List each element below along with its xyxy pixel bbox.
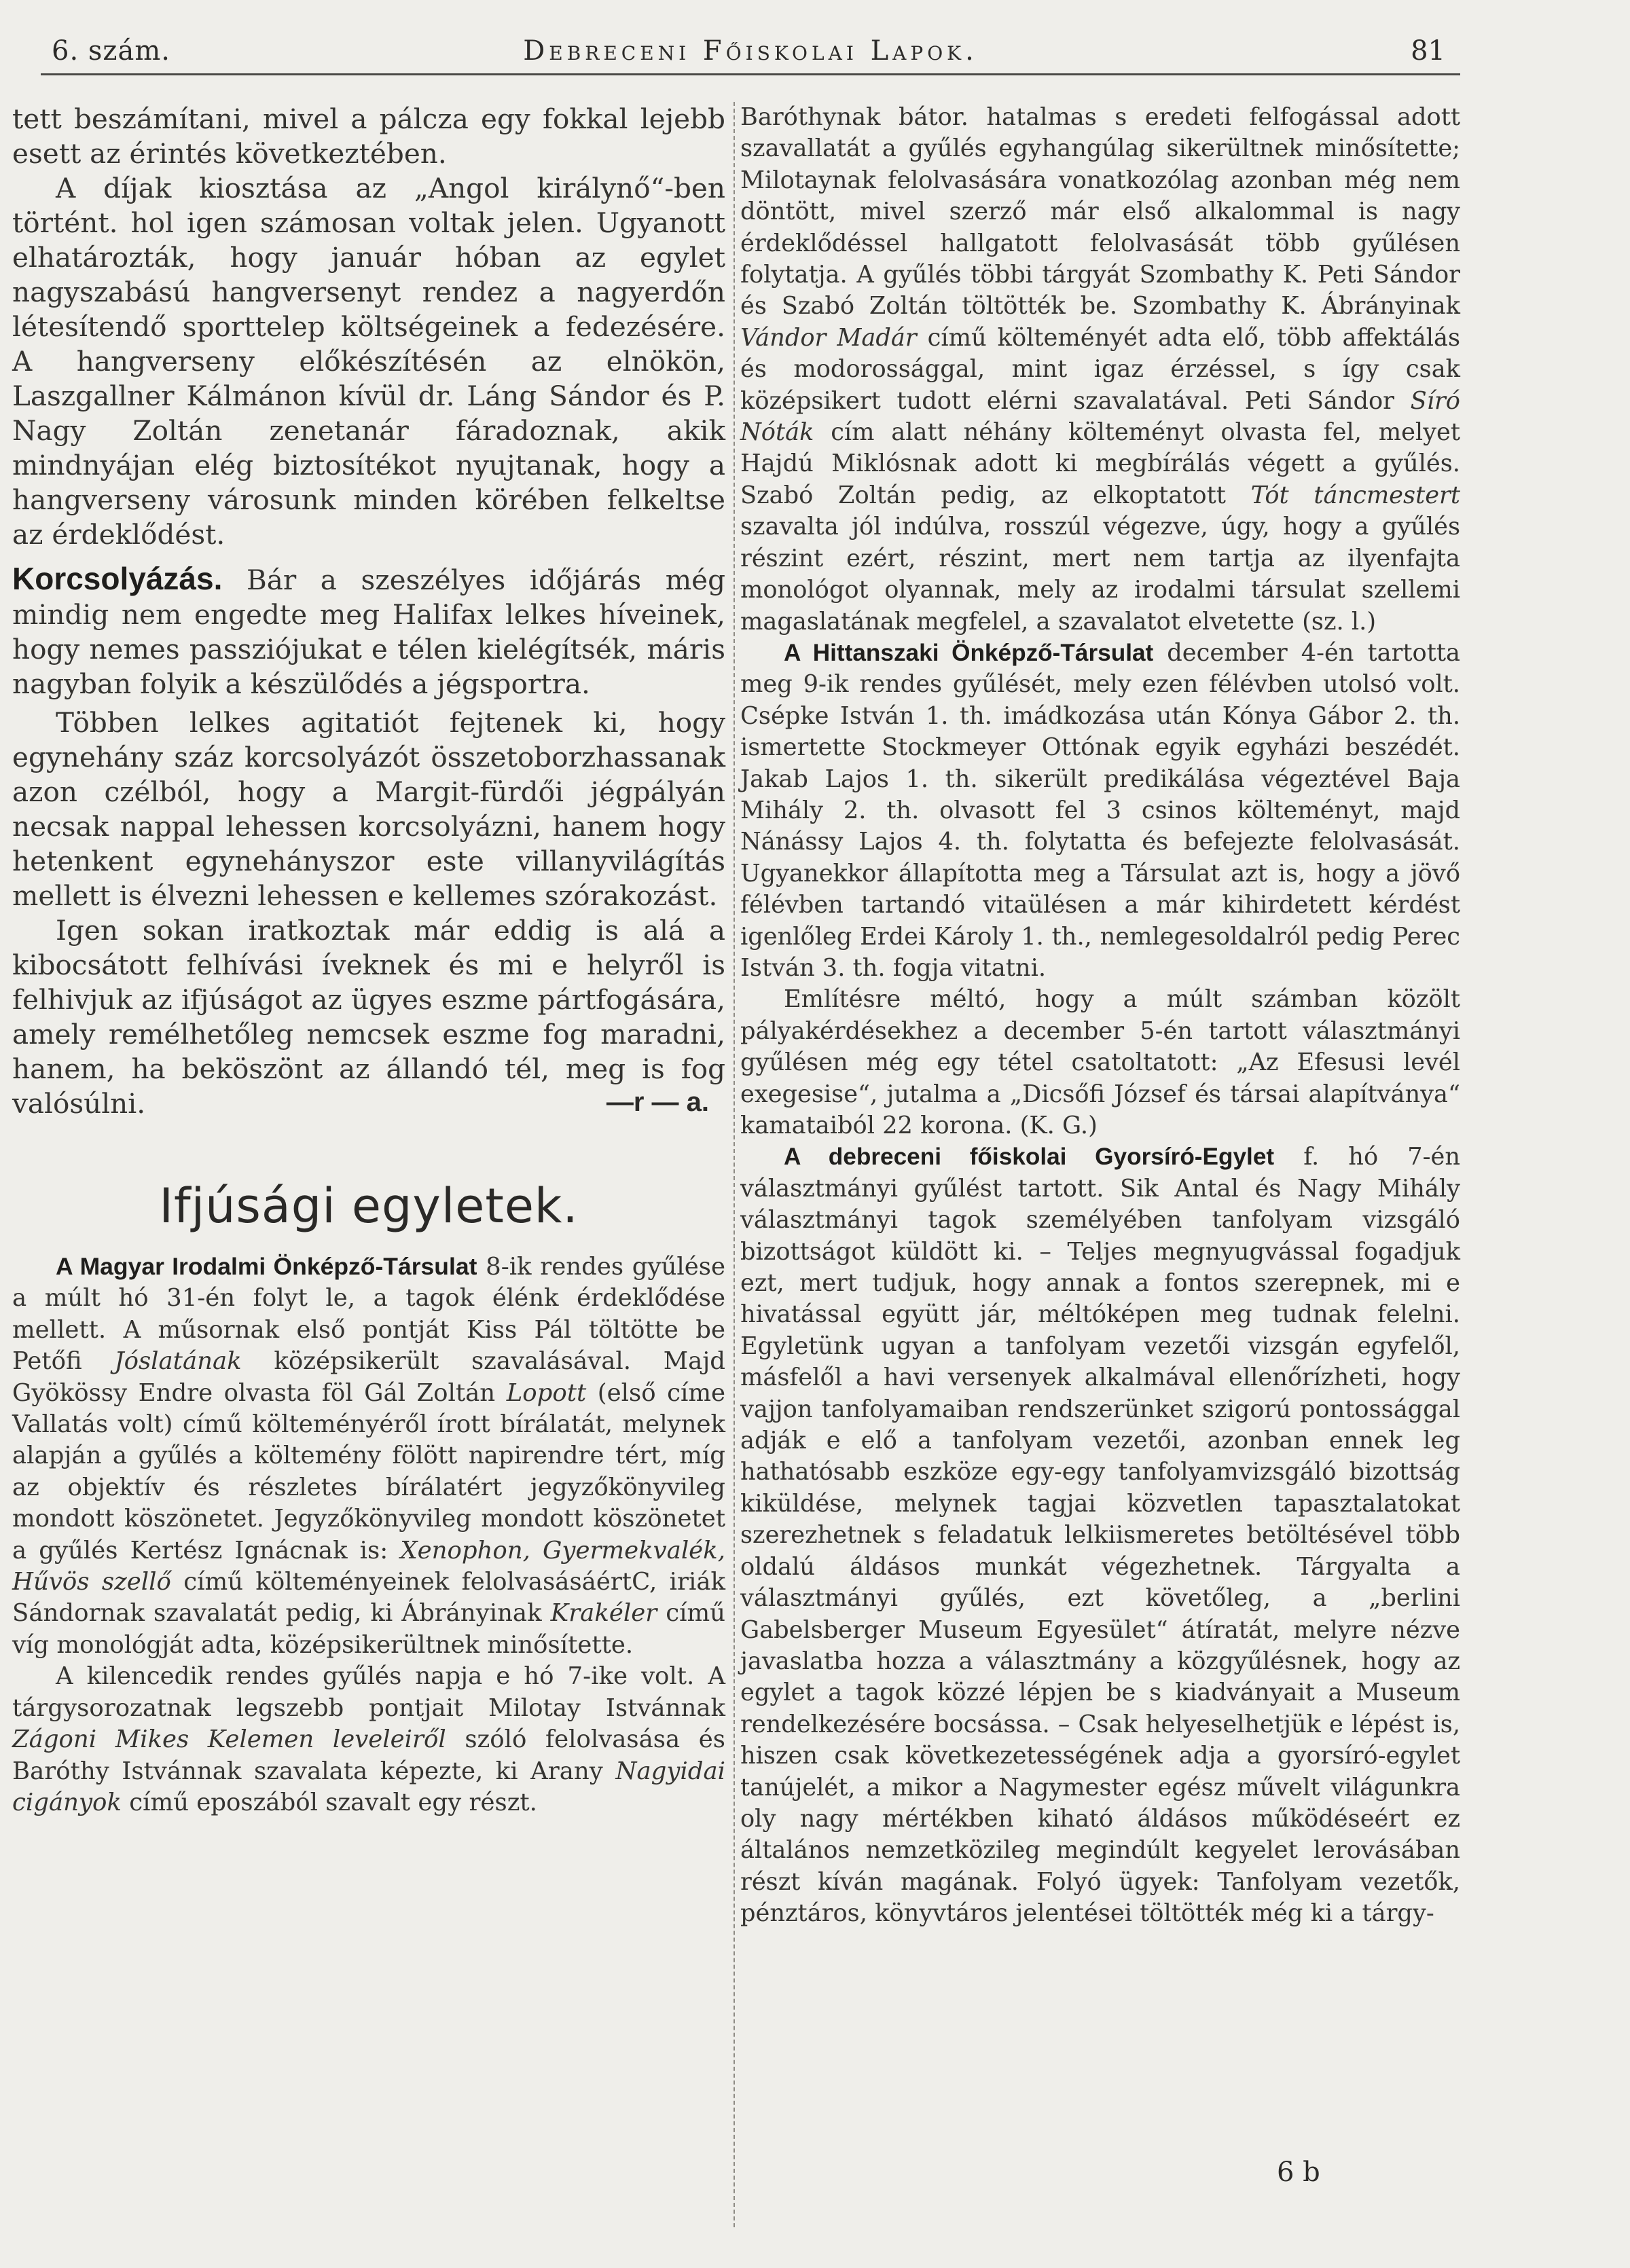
left-column <box>12 102 725 1818</box>
paragraph-barothy: Baróthynak bátor. hatalmas s eredeti felfogással adott szavallatát a gyűlés egyhangúlag sikerültnek minősítette; Milotaynak felolvasására vonatkozólag azonban még nem döntött, mivel szerző már első alkalommal is nagy érdeklődéssel hallgatott felolvasását több gyűlésen folytatja. A gyűlés többi tárgyát Szombathy K. Peti Sándor és Szabó Zoltán töltötték be. Szombathy K. Ábrányinak Vándor Madár című költeményét adta elő, több affektálás és modorossággal, mint igaz érzéssel, s így csak középsikert tudott elérni szavalatával. Peti Sándor Síró Nóták cím alatt néhány költeményt olvasta fel, melyet Hajdú Miklósnak adott ki megbírálás végett a gyűlés. Szabó Zoltán pedig, az elkoptatott Tót táncmestert szavalta jól indúlva, rosszúl végezve, úgy, hogy a gyűlés részint ezért, részint, mert nem tartja az ilyenfajta monológot olyannak, mely az irodalmi társulat szellemi magaslatának megfelel, a szavalatot elvetette (sz. l.) <box>740 103 1461 636</box>
right-column <box>740 102 1460 1930</box>
paragraph-theology-society: A Hittanszaki Önképző-Társulat december 4-én tartotta meg 9-ik rendes gyűlését, mely ezen félévben utolsó volt. Csépke István 1. th. imádkozása után Kónya Gábor 2. th. ismertette Stockmeyer Ottónak egyik egyházi beszédét. Jakab Lajos 1. th. sikerült predikálása végeztével Baja Mihály 2. th. olvasott fel 3 csinos költeményt, majd Nánássy Lajos 4. th. folytatta és befejezte felolvasását. Ugyanekkor állapította meg a Társulat azt is, hogy a jövő félévben tartandó vitaülésen a már kihirdetett kérdést igenlőleg Erdei Károly 1. th., nemlegesoldalról pedig Perec István 3. th. fogja vitatni. <box>740 638 1461 982</box>
signature-mark: 6 b <box>1277 2157 1320 2188</box>
paragraph-prize-questions: Említésre méltó, hogy a múlt számban közölt pályakérdésekhez a december 5-én tartott választmányi gyűlésen még egy tétel csatoltatott: „Az Efesusi levél exegesise“, jutalma a „Dicsőfi József és társai alapítványa“ kamataiból 22 korona. (K. G.) <box>740 985 1460 1139</box>
page-number: 81 <box>1411 35 1445 67</box>
page-header <box>41 33 1460 75</box>
section-title: Ifjúsági egyletek. <box>159 1178 579 1234</box>
paragraph-stenography: A debreceni főiskolai Gyorsíró-Egylet f. hó 7-én választmányi gyűlést tartott. Sik Antal és Nagy Mihály választmányi tagok személyében tanfolyam vizsgáló bizottságot küldött ki. – Teljes megnyugvással fogadjuk ezt, mert tudjuk, hogy annak a fontos szerepnek, mi e hivatással együtt jár, méltóképen meg tudnak felelni. Egyletünk ugyan a tanfolyam vezetői vizsgán egyfelől, másfelől a havi versenyek alkalmával ellenőrízheti, hogy vajjon tanfolyamaiban rendszerünket szigorú pontossággal adják e elő a tanfolyam vezetői, azonban ennek leg hathatósabb eszköze egy-egy tanfolyamvizsgáló bizottság kiküldése, melynek tagjai közvetlen tapasztalatokat szerezhetnek s feladatuk lelkiismeretes betöltésével több oldalú áldásos munkát végezhetnek. Tárgyalta a választmányi gyűlés, ezt követőleg, a „berlini Gabelsberger Museum Egyesület“ átíratát, melyre nézve javaslatba hozza a választmány a közgyűlésnek, hogy az egylet a tagok közzé lépjen be s kiadványait a Museum rendelkezésére bocsássa. – Csak helyeselhetjük e lépést is, hiszen csak következetességének adja a gyorsíró-egylet tanújelét, a mikor a Nagymester egész művelt világunkra oly nagy mértékben kiható áldásos működéseért ez általános nemzetközileg megindúlt kegyelet lerovásában részt kíván magának. Folyó ügyek: Tanfolyam vezetők, pénztáros, könyvtáros jelentései töltötték még ki a tárgy- <box>740 1143 1460 1928</box>
paragraph-signup: Igen sokan iratkoztak már eddig is alá a kibocsátott felhívási íveknek és mi e helyről is felhivjuk az ifjúságot az ügyes eszme pártfogására, amely remélhetőleg nemcsek eszme fog maradni, hanem, ha beköszönt az állandó tél, meg is fog valósúlni. <box>12 914 725 1120</box>
skating-heading: Korcsolyázás. <box>12 561 223 596</box>
paragraph-literary-society: A Magyar Irodalmi Önképző-Társulat 8-ik rendes gyűlése a múlt hó 31-én folyt le, a tagok élénk érdeklődése mellett. A műsornak első pontját Kiss Pál töltötte be Petőfi Jóslatának középsikerült szavalásával. Majd Gyökössy Endre olvasta föl Gál Zoltán Lopott (első címe Vallatás volt) című költeményéről írott bírálatát, melynek alapján a gyűlés a költemény fölött napirendre tért, míg az objektív és részletes bírálatért jegyzőkönyvileg mondott köszönetet. Jegyzőkönyvileg mondott köszönetet a gyűlés Kertész Ignácnak is: Xenophon, Gyermekvalék, Hűvös szellő című költeményeinek felolvasásáértC, iriák Sándornak szavalatát pedig, ki Ábrányinak Krakéler című víg monológját adta, középsikerültnek minősítette. <box>12 1253 726 1659</box>
paragraph-continuation: tett beszámítani, mivel a pálcza egy fokkal lejebb esett az érintés következtében. <box>12 103 725 170</box>
paragraph-awards: A díjak kiosztása az „Angol királynő“-ben történt. hol igen számosan voltak jelen. Ugyanott elhatározták, hogy január hóban az egylet nagyszabású hangversenyt rendez a nagyerdőn létesítendő sporttelep költségeinek a fedezésére. A hangverseny előkészítésén az elnökön, Laszgallner Kálmánon kívül dr. Láng Sándor és P. Nagy Zoltán zenetanár fáradoznak, akik mindnyájan elég biztosítékot nyujtanak, hogy a hangverseny városunk minden körében felkeltse az érdeklődést. <box>12 172 725 551</box>
theology-society-heading: A Hittanszaki Önképző-Társulat <box>784 639 1154 666</box>
issue-number: 6. szám. <box>52 35 170 67</box>
literary-society-heading: A Magyar Irodalmi Önképző-Társulat <box>56 1253 477 1280</box>
paragraph-skating: Korcsolyázás. Bár a szeszélyes időjárás még mindig nem engedte meg Halifax lelkes híveinek, hogy nemes passziójukat e télen kielégítsék, máris nagyban folyik a készülődés a jégsportra. <box>12 561 725 700</box>
journal-title: Debreceni Főiskolai Lapok. <box>523 35 978 67</box>
signature: —r — a. <box>606 1087 709 1117</box>
paragraph-ninth-meeting: A kilencedik rendes gyűlés napja e hó 7-ike volt. A tárgysorozatnak legszebb pontjait Milotay Istvánnak Zágoni Mikes Kelemen leveleiről szóló felolvasása és Baróthy Istvánnak szavalata képezte, ki Arany Nagyidai cigányok című eposzából szavalt egy részt. <box>12 1662 725 1816</box>
stenography-heading: A debreceni főiskolai Gyorsíró-Egylet <box>784 1144 1275 1171</box>
paragraph-agitation: Többen lelkes agitatiót fejtenek ki, hogy egynehány száz korcsolyázót összetoborzhassanak azon czélból, hogy a Margit-fürdői jégpályán necsak nappal lehessen korcsolyázni, hanem hogy hetenkent egynehányszor este villanyvilágítás mellett is élvezni lehessen e kellemes szórakozást. <box>12 706 725 912</box>
column-divider <box>734 102 735 2227</box>
